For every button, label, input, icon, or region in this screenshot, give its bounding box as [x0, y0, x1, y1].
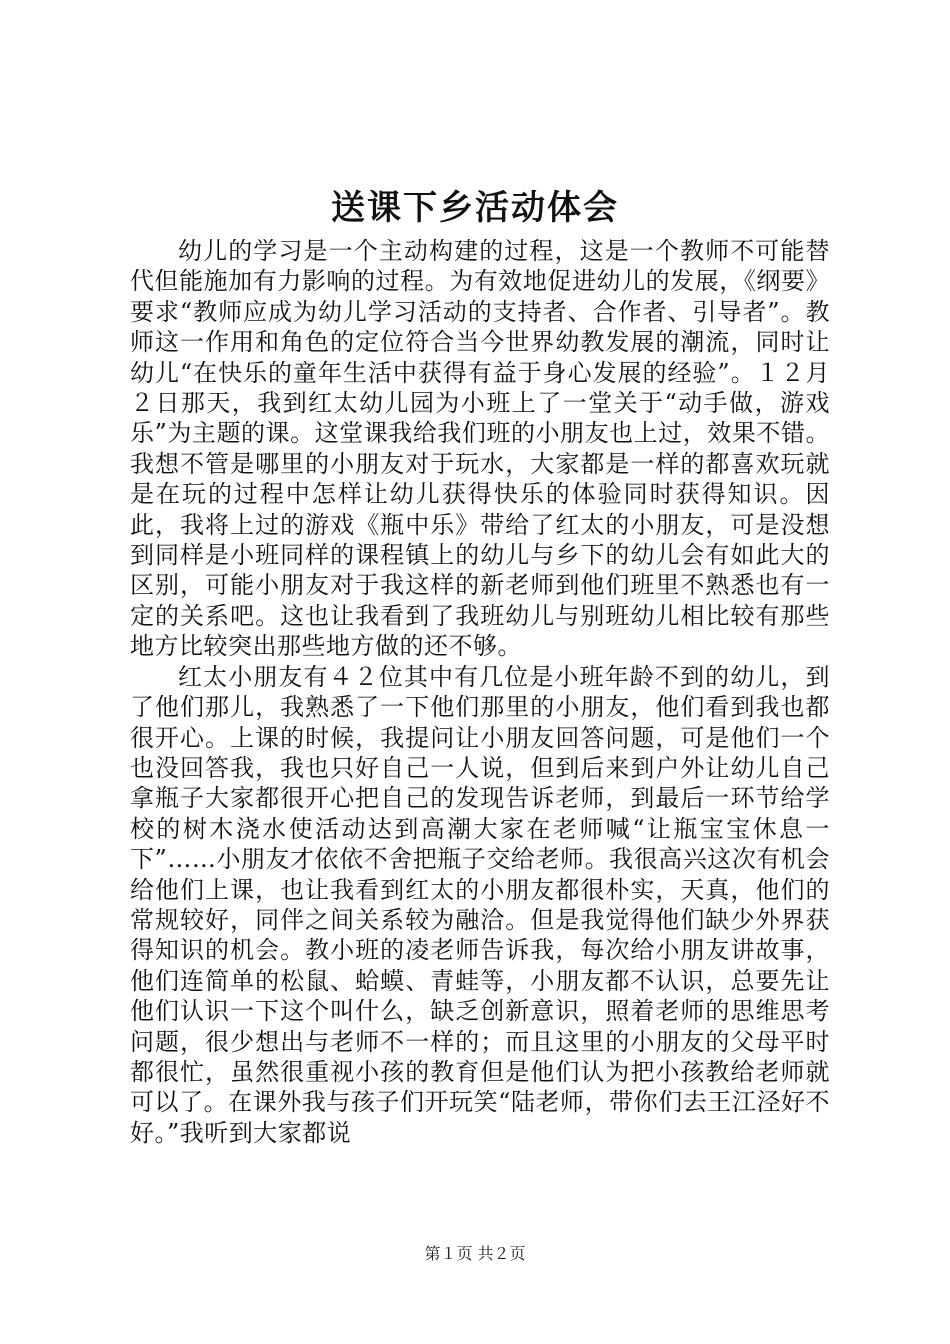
document-title: 送课下乡活动体会 — [331, 188, 619, 228]
page-number-footer: 第１页 共２页 — [424, 1244, 526, 1263]
document-body — [130, 236, 830, 1148]
paragraph-1: 幼儿的学习是一个主动构建的过程，这是一个教师不可能替代但能施加有力影响的过程。为有效地促进幼儿的发展，《纲要》要求“教师应成为幼儿学习活动的支持者、合作者、引导者”。教师这一作用和角色的定位符合当今世界幼教发展的潮流，同时让幼儿“在快乐的童年生活中获得有益于身心发展的经验”。１２月２日那天，我到红太幼儿园为小班上了一堂关于“动手做，游戏乐”为主题的课。这堂课我给我们班的小朋友也上过，效果不错。我想不管是哪里的小朋友对于玩水，大家都是一样的都喜欢玩就是在玩的过程中怎样让幼儿获得快乐的体验同时获得知识。因此，我将上过的游戏《瓶中乐》带给了红太的小朋友，可是没想到同样是小班同样的课程镇上的幼儿与乡下的幼儿会有如此大的区别，可能小朋友对于我这样的新老师到他们班里不熟悉也有一定的关系吧。这也让我看到了我班幼儿与别班幼儿相比较有那些地方比较突出那些地方做的还不够。 — [130, 237, 830, 661]
paragraph-2: 红太小朋友有４２位其中有几位是小班年龄不到的幼儿，到了他们那儿，我熟悉了一下他们那里的小朋友，他们看到我也都很开心。上课的时候，我提问让小朋友回答问题，可是他们一个也没回答我，我也只好自己一人说，但到后来到户外让幼儿自己拿瓶子大家都很开心把自己的发现告诉老师，到最后一环节给学校的树木浇水使活动达到高潮大家在老师喊“让瓶宝宝休息一下”……小朋友才依依不舍把瓶子交给老师。我很高兴这次有机会给他们上课，也让我看到红太的小朋友都很朴实，天真，他们的常规较好，同伴之间关系较为融洽。但是我觉得他们缺少外界获得知识的机会。教小班的凌老师告诉我，每次给小朋友讲故事，他们连简单的松鼠、蛤蟆、青蛙等，小朋友都不认识，总要先让他们认识一下这个叫什么，缺乏创新意识，照着老师的思维思考问题，很少想出与老师不一样的；而且这里的小朋友的父母平时都很忙，虽然很重视小孩的教育但是他们认为把小孩教给老师就可以了。在课外我与孩子们开玩笑“陆老师，带你们去王江泾好不好。”我听到大家都说 — [130, 662, 830, 1147]
